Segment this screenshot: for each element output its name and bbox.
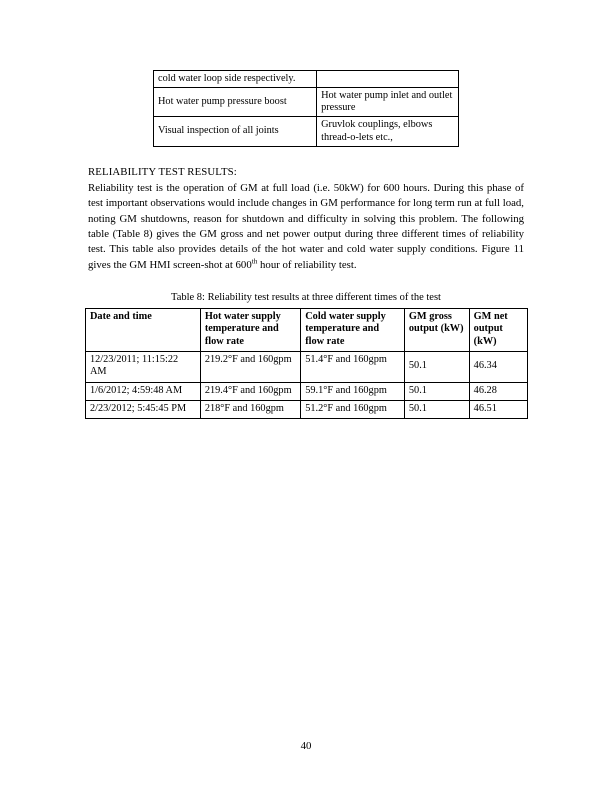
cell-cold-water: 51.2°F and 160gpm: [301, 401, 405, 419]
cell-datetime: 12/23/2011; 11:15:22 AM: [86, 352, 201, 383]
table-row: [154, 88, 459, 117]
column-header-gross-output: GM gross output (kW): [404, 309, 469, 352]
cell-hot-water: 219.2°F and 160gpm: [200, 352, 300, 383]
cell-gross-output: 50.1: [404, 382, 469, 400]
paragraph-text-part1: Reliability test is the operation of GM at full load (i.e. 50kW) for 600 hours. During this phase of test important observations would include changes in GM performance for long term run at full load, noting GM shutdowns, reason for shutdown and difficulty in solving this problem. The following table (Table 8) gives the GM gross and net power output during three different times of reliability test. This table also provides details of the hot water and cold water supply conditions. Figure 11 gives the GM HMI screen-shot at 600: [88, 182, 524, 271]
table-row: [86, 401, 528, 419]
column-header-net-output: GM net output (kW): [469, 309, 527, 352]
cell-hot-water: 219.4°F and 160gpm: [200, 382, 300, 400]
cell-gross-output: 50.1: [404, 401, 469, 419]
continued-observations-table: [153, 70, 459, 147]
observation-cell: cold water loop side respectively.: [154, 71, 317, 88]
table-caption: Table 8: Reliability test results at three different times of the test: [171, 292, 441, 303]
observation-cell: Hot water pump pressure boost: [154, 88, 317, 117]
body-paragraph: [88, 181, 524, 273]
cell-net-output: 46.34: [469, 352, 527, 383]
reliability-results-table: [85, 308, 528, 419]
table-header-row: [86, 309, 528, 352]
column-header-hot-water: Hot water supply temperature and flow rate: [200, 309, 300, 352]
cell-net-output: 46.51: [469, 401, 527, 419]
paragraph-superscript: th: [251, 257, 258, 266]
cell-datetime: 2/23/2012; 5:45:45 PM: [86, 401, 201, 419]
paragraph-text-part2: hour of reliability test.: [257, 258, 357, 271]
table-row: [86, 352, 528, 383]
table-row: [154, 71, 459, 88]
cell-gross-output: 50.1: [404, 352, 469, 383]
table-row: [154, 117, 459, 146]
cell-net-output: 46.28: [469, 382, 527, 400]
page-number: 40: [300, 740, 312, 752]
cell-hot-water: 218°F and 160gpm: [200, 401, 300, 419]
column-header-cold-water: Cold water supply temperature and flow rate: [301, 309, 405, 352]
observation-cell: Visual inspection of all joints: [154, 117, 317, 146]
measurement-cell: [317, 71, 459, 88]
cell-cold-water: 59.1°F and 160gpm: [301, 382, 405, 400]
table-row: [86, 382, 528, 400]
cell-cold-water: 51.4°F and 160gpm: [301, 352, 405, 383]
measurement-cell: Hot water pump inlet and outlet pressure: [317, 88, 459, 117]
section-heading: RELIABILITY TEST RESULTS:: [88, 166, 237, 178]
cell-datetime: 1/6/2012; 4:59:48 AM: [86, 382, 201, 400]
measurement-cell: Gruvlok couplings, elbows thread-o-lets etc.,: [317, 117, 459, 146]
column-header-datetime: Date and time: [86, 309, 201, 352]
